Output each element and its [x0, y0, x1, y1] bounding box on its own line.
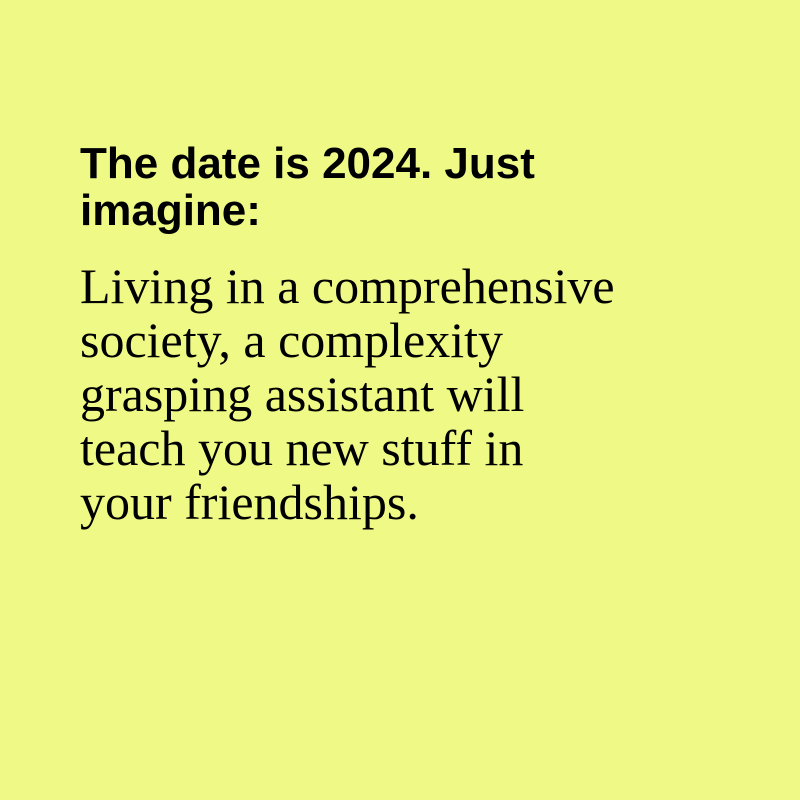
headline-line: imagine: — [80, 186, 261, 235]
body-line: teach you new stuff in — [80, 420, 524, 476]
body-line: Living in a comprehensive — [80, 258, 615, 314]
text-card — [80, 140, 720, 529]
body-line: society, a complexity — [80, 312, 504, 368]
headline — [80, 140, 720, 234]
body-line: grasping assistant will — [80, 366, 525, 422]
body-paragraph — [80, 259, 720, 529]
headline-line: The date is 2024. Just — [80, 139, 535, 188]
body-line: your friendships. — [80, 474, 419, 530]
